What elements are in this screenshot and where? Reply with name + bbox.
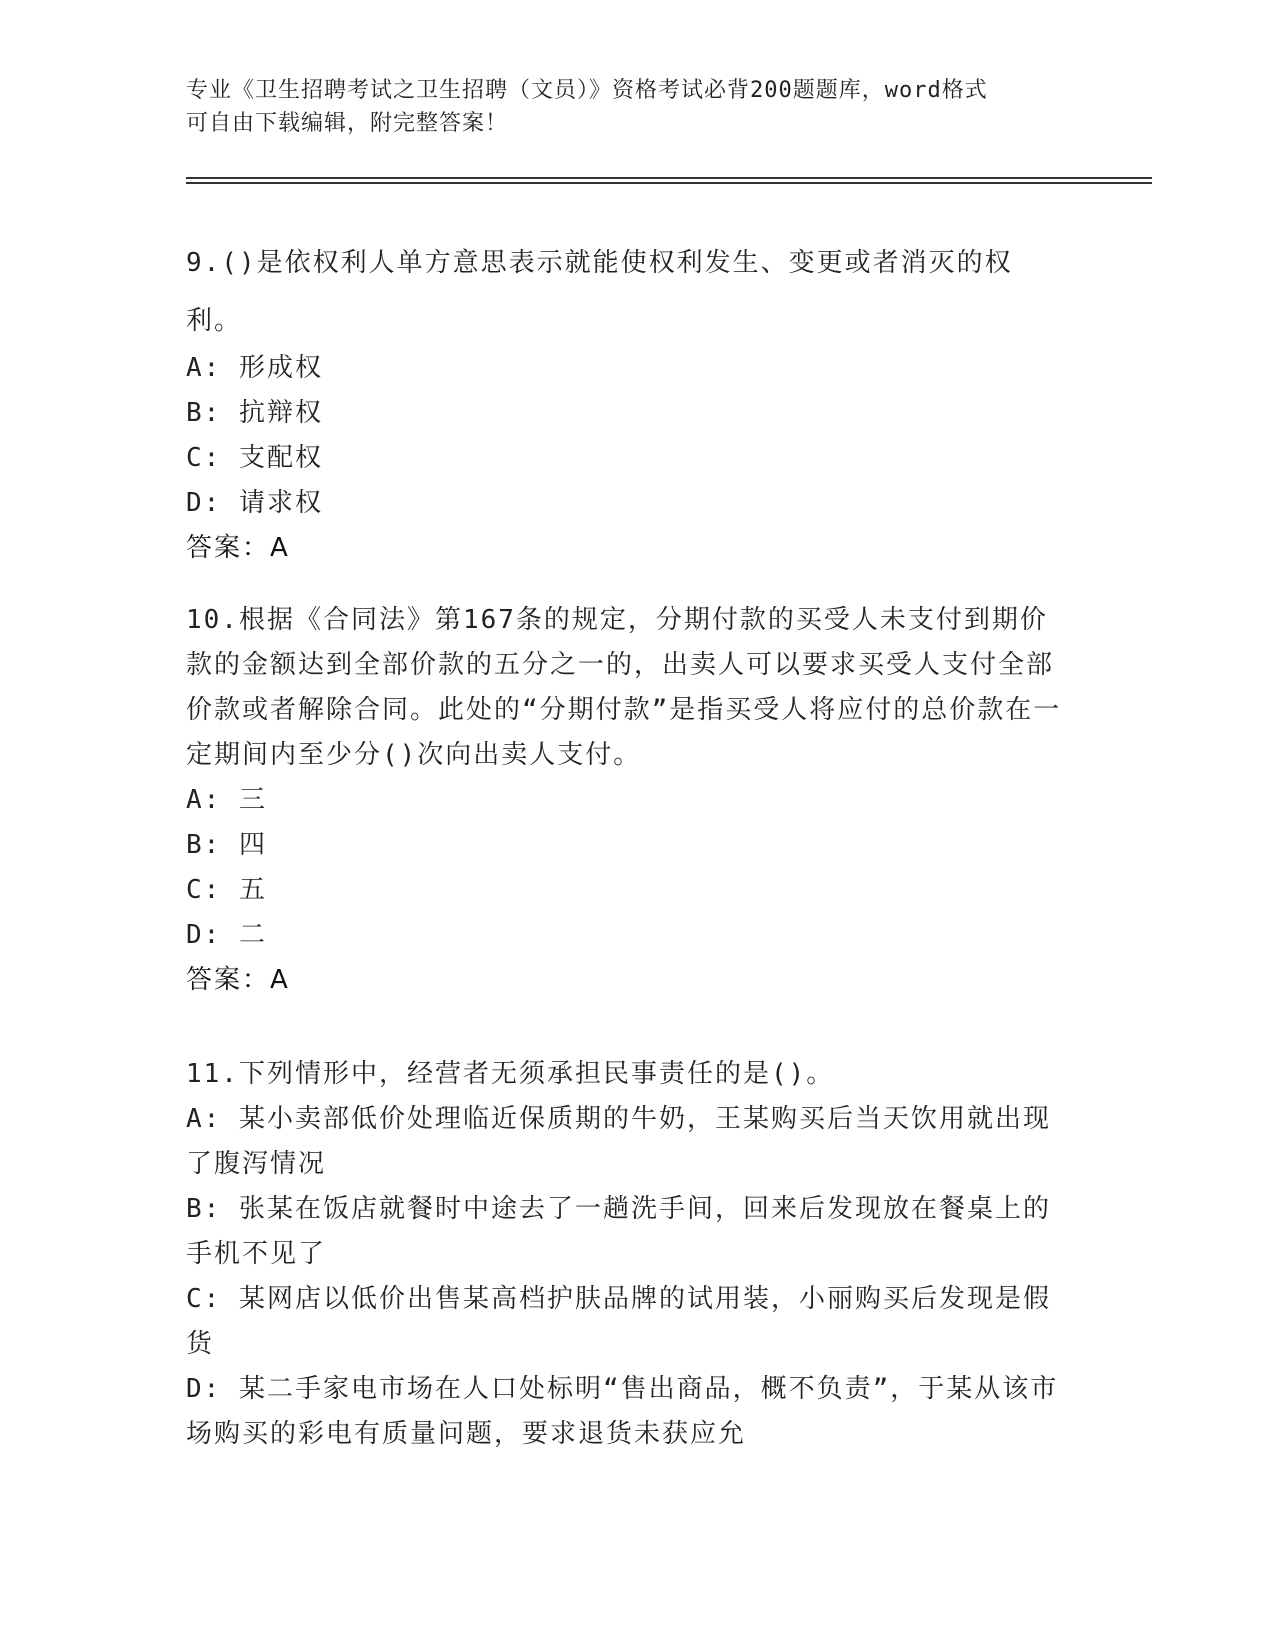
header-divider-bottom bbox=[186, 182, 1152, 184]
question-10 bbox=[186, 598, 1066, 1003]
question-stem: 9.()是依权利人单方意思表示就能使权利发生、变更或者消灭的权利。 bbox=[186, 248, 1013, 336]
option-b: B: 抗辩权 bbox=[186, 398, 323, 428]
question-11 bbox=[186, 1052, 1066, 1457]
answer-line: 答案：A bbox=[186, 965, 290, 995]
option-c: C: 五 bbox=[186, 875, 267, 905]
option-a: A: 某小卖部低价处理临近保质期的牛奶，王某购买后当天饮用就出现了腹泻情况 bbox=[186, 1104, 1051, 1179]
option-a: A: 三 bbox=[186, 785, 267, 815]
header-line-2: 可自由下载编辑，附完整答案！ bbox=[186, 111, 509, 136]
option-b: B: 四 bbox=[186, 830, 267, 860]
header-line-1: 专业《卫生招聘考试之卫生招聘（文员）》资格考试必背200题题库，word格式 bbox=[186, 78, 988, 103]
question-9 bbox=[186, 234, 1066, 571]
option-a: A: 形成权 bbox=[186, 353, 323, 383]
option-b: B: 张某在饭店就餐时中途去了一趟洗手间，回来后发现放在餐桌上的手机不见了 bbox=[186, 1194, 1051, 1269]
question-stem: 11.下列情形中，经营者无须承担民事责任的是()。 bbox=[186, 1059, 835, 1089]
question-stem: 10.根据《合同法》第167条的规定，分期付款的买受人未支付到期价款的金额达到全部价款的五分之一的，出卖人可以要求买受人支付全部价款或者解除合同。此处的“分期付款”是指买受人将应付的总价款在一定期间内至少分()次向出卖人支付。 bbox=[186, 605, 1062, 770]
header-divider-top bbox=[186, 177, 1152, 179]
option-d: D: 二 bbox=[186, 920, 267, 950]
answer-line: 答案：A bbox=[186, 533, 290, 563]
option-d: D: 请求权 bbox=[186, 488, 323, 518]
option-c: C: 支配权 bbox=[186, 443, 323, 473]
document-header bbox=[186, 74, 1066, 140]
option-c: C: 某网店以低价出售某高档护肤品牌的试用装，小丽购买后发现是假货 bbox=[186, 1284, 1051, 1359]
option-d: D: 某二手家电市场在人口处标明“售出商品，概不负责”，于某从该市场购买的彩电有质量问题，要求退货未获应允 bbox=[186, 1374, 1059, 1449]
